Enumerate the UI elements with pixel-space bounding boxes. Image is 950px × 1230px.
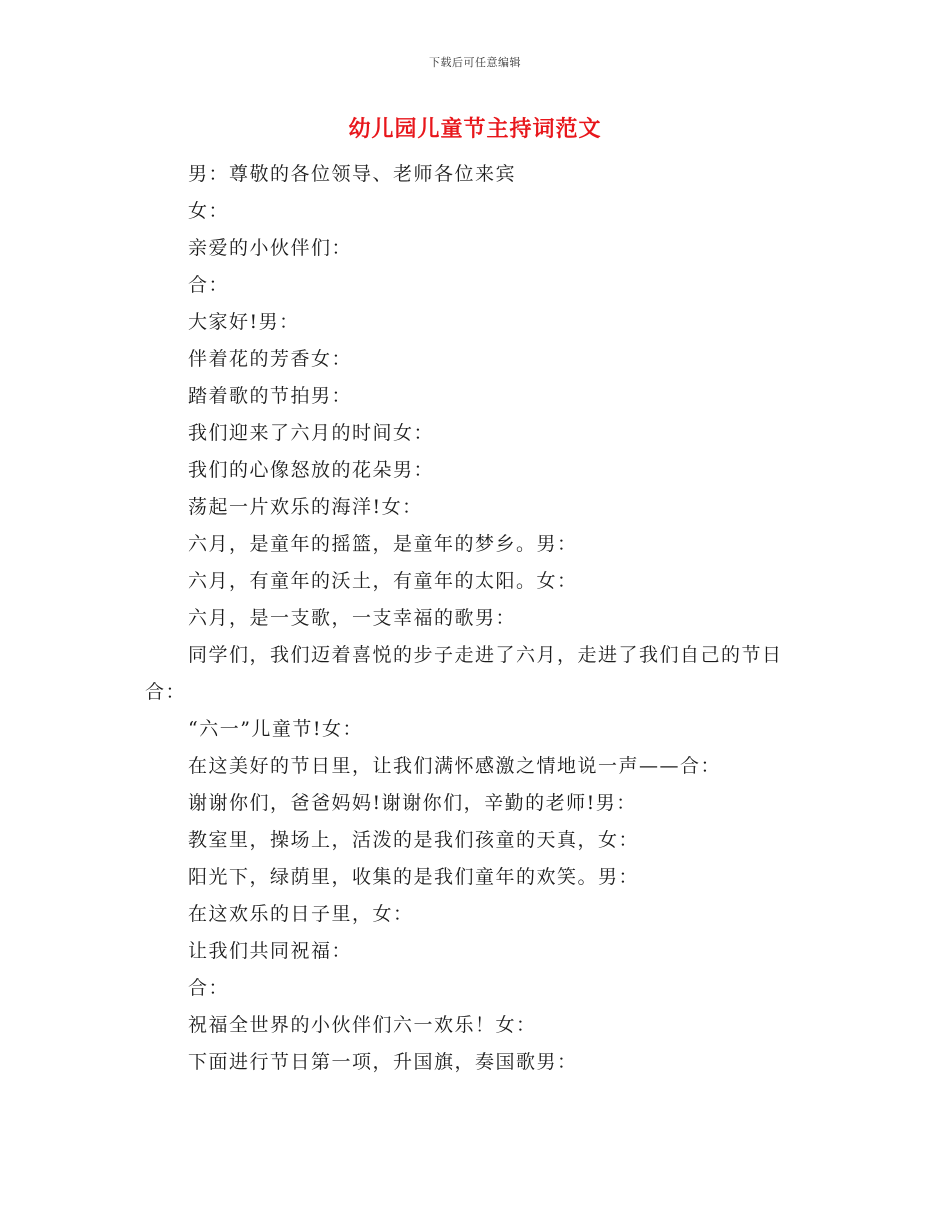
- text-line: 六月，有童年的沃土，有童年的太阳。女：: [188, 570, 578, 592]
- header-note: 下载后可任意编辑: [429, 56, 521, 69]
- text-line: 踏着歌的节拍男：: [188, 385, 353, 407]
- text-line: 祝福全世界的小伙伴们六一欢乐！女：: [188, 1014, 537, 1036]
- text-line: 女：: [188, 200, 230, 222]
- text-line: 谢谢你们，爸爸妈妈!谢谢你们，辛勤的老师!男：: [188, 792, 637, 814]
- text-paragraph: 同学们，我们迈着喜悦的步子走进了六月，走进了我们自己的节日合：: [145, 644, 783, 703]
- document-body: [145, 156, 805, 1081]
- text-line: 合：: [188, 274, 230, 296]
- text-line: 男：尊敬的各位领导、老师各位来宾: [188, 163, 517, 185]
- text-line: 阳光下，绿荫里，收集的是我们童年的欢笑。男：: [188, 866, 640, 888]
- text-line: 伴着花的芳香女：: [188, 348, 353, 370]
- text-line: 在这美好的节日里，让我们满怀感激之情地说一声——合：: [188, 755, 722, 777]
- text-line: “六一”儿童节!女：: [188, 718, 364, 740]
- text-line: 亲爱的小伙伴们：: [188, 237, 353, 259]
- text-line: 六月，是一支歌，一支幸福的歌男：: [188, 607, 517, 629]
- text-line: 让我们共同祝福：: [188, 940, 353, 962]
- text-line: 下面进行节日第一项，升国旗，奏国歌男：: [188, 1051, 578, 1073]
- text-line: 荡起一片欢乐的海洋!女：: [188, 496, 423, 518]
- text-line: 我们的心像怒放的花朵男：: [188, 459, 435, 481]
- text-line: 合：: [188, 977, 230, 999]
- text-line: 在这欢乐的日子里，女：: [188, 903, 414, 925]
- document-title: 幼儿园儿童节主持词范文: [348, 116, 602, 142]
- text-line: 六月，是童年的摇篮，是童年的梦乡。男：: [188, 533, 578, 555]
- text-line: 大家好!男：: [188, 311, 300, 333]
- text-line: 我们迎来了六月的时间女：: [188, 422, 435, 444]
- text-line: 教室里，操场上，活泼的是我们孩童的天真，女：: [188, 829, 640, 851]
